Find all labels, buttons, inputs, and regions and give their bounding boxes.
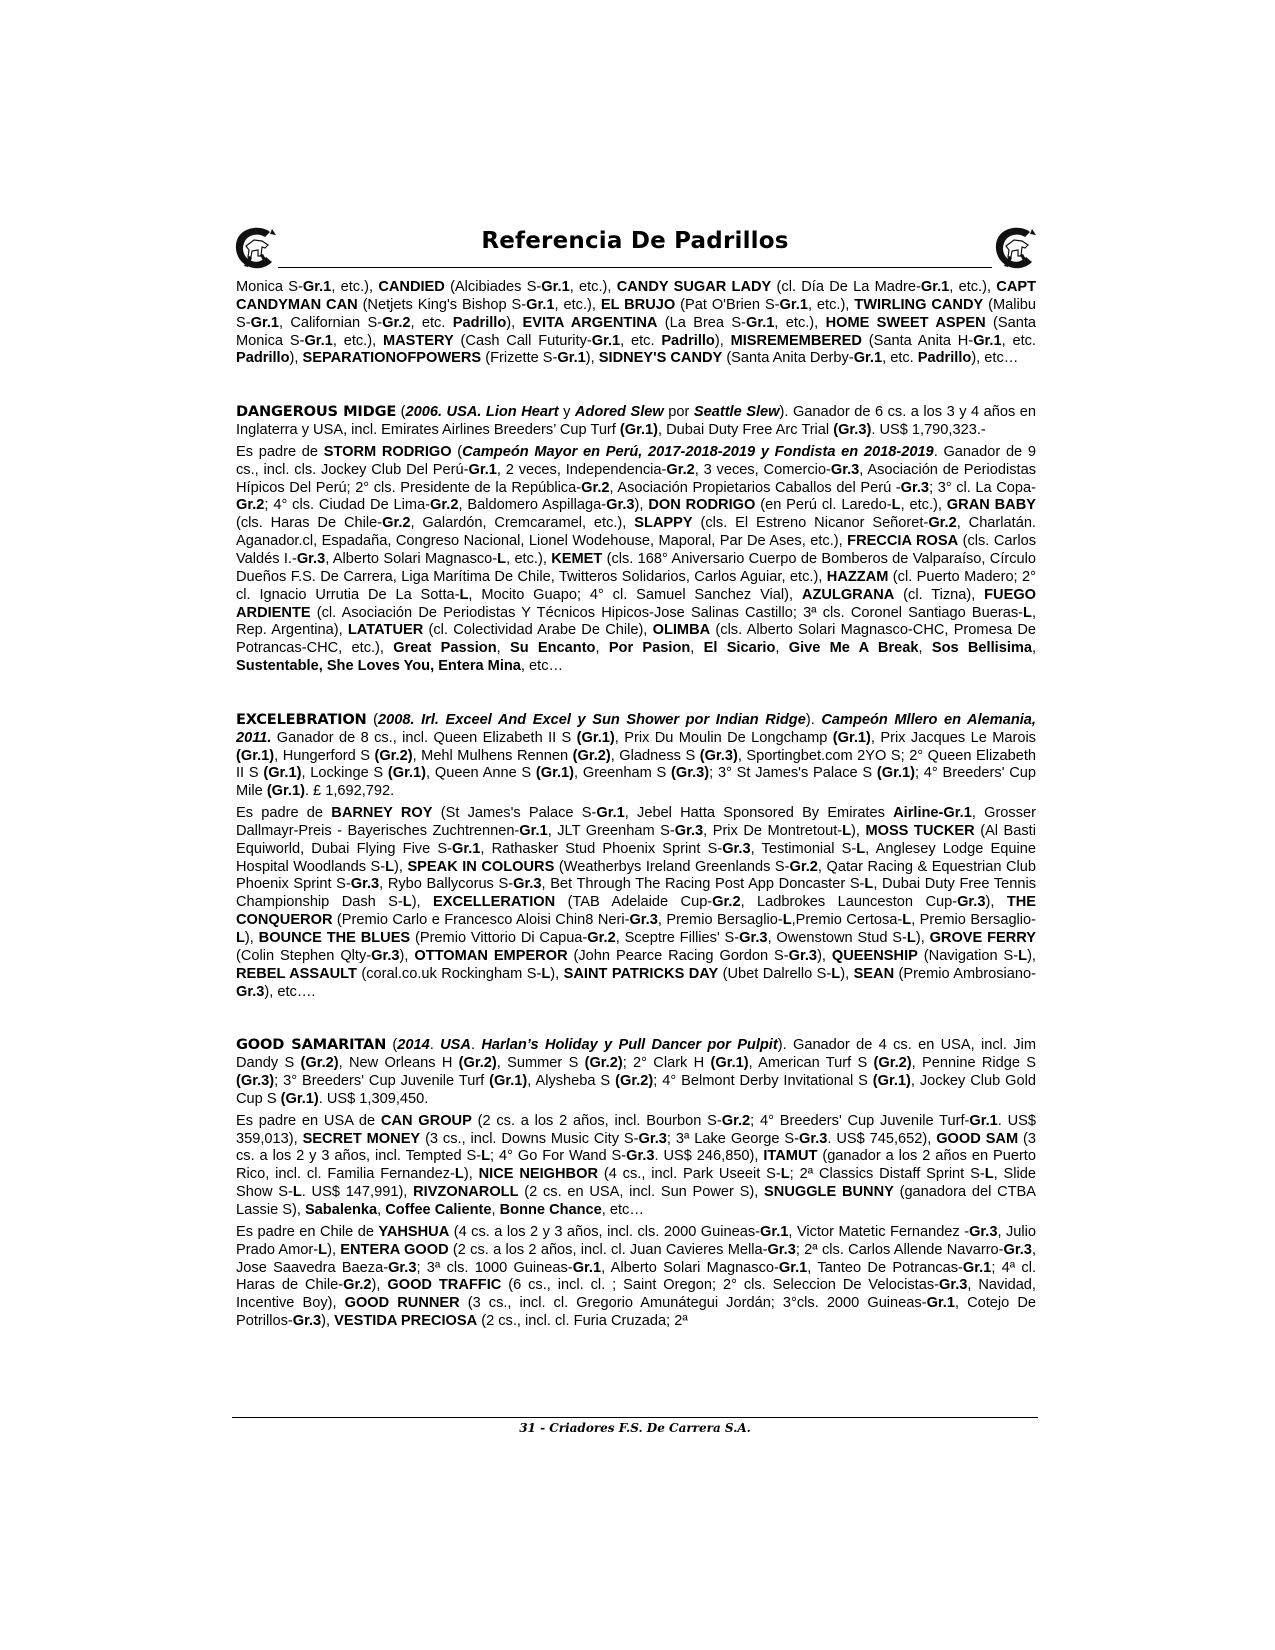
page-title: Referencia De Padrillos bbox=[481, 228, 789, 254]
sire-name: EXCELEBRATION bbox=[236, 710, 367, 728]
excelebration-summary: EXCELEBRATION (2008. Irl. Exceel And Excel y Sun Shower por Indian Ridge). Campeón Mllero en Alemania, 2011. Ganador de 8 cs., incl. Queen Elizabeth II S (Gr.1), Prix Du Moulin De Longchamp (Gr.1), Prix Jacques Le Marois (Gr.1), Hungerford S (Gr.2), Mehl Mulhens Rennen (Gr.2), Gladness S (Gr.3), Sportingbet.com 2YO S; 2° Queen Elizabeth II S (Gr.1), Lockinge S (Gr.1), Queen Anne S (Gr.1), Greenham S (Gr.3); 3° St James's Palace S (Gr.1); 4° Breeders' Cup Mile (Gr.1). £ 1,692,792. bbox=[236, 710, 1037, 800]
page-content bbox=[236, 279, 1036, 1331]
dangerous-midge-summary: DANGEROUS MIDGE (2006. USA. Lion Heart y Adored Slew por Seattle Slew). Ganador de 6 cs. a los 3 y 4 años en Inglaterra y USA, incl. Emirates Airlines Breeders’ Cup Turf (Gr.1), Dubai Duty Free Arc Trial (Gr.3). US$ 1,790,323.- bbox=[236, 403, 1037, 439]
page-header bbox=[232, 226, 1038, 270]
club-logo-icon bbox=[992, 226, 1038, 270]
header-rule bbox=[278, 267, 992, 268]
page-footer: 31 - Criadores F.S. De Carrera S.A. bbox=[519, 1421, 751, 1435]
sire-name: DANGEROUS MIDGE bbox=[236, 403, 397, 421]
good-samaritan-summary: GOOD SAMARITAN (2014. USA. Harlan’s Holiday y Pull Dancer por Pulpit). Ganador de 4 cs. en USA, incl. Jim Dandy S (Gr.2), New Orleans H (Gr.2), Summer S (Gr.2); 2° Clark H (Gr.1), American Turf S (Gr.2), Pennine Ridge S (Gr.3); 3° Breeders' Cup Juvenile Turf (Gr.1), Alysheba S (Gr.2); 4° Belmont Derby Invitational S (Gr.1), Jockey Club Gold Cup S (Gr.1). US$ 1,309,450. bbox=[236, 1036, 1037, 1107]
good-samaritan-progeny-usa: Es padre en USA de CAN GROUP (2 cs. a los 2 años, incl. Bourbon S-Gr.2; 4° Breeders' Cup Juvenile Turf-Gr.1. US$ 359,013), SECRET MONEY (3 cs., incl. Downs Music City S-Gr.3; 3ª Lake George S-Gr.3. US$ 745,652), GOOD SAM (3 cs. a los 2 y 3 años, incl. Tempted S-L; 4° Go For Wand S-Gr.3. US$ 246,850), ITAMUT (ganador a los 2 años en Puerto Rico, incl. cl. Familia Fernandez-L), NICE NEIGHBOR (4 cs., incl. Park Useeit S-L; 2ª Classics Distaff Sprint S-L, Slide Show S-L. US$ 147,991), RIVZONAROLL (2 cs. en USA, incl. Sun Power S), SNUGGLE BUNNY (ganadora del CTBA Lassie S), Sabalenka, Coffee Caliente, Bonne Chance, etc… bbox=[236, 1112, 1037, 1218]
footer-rule bbox=[232, 1417, 1038, 1418]
intro-paragraph: Monica S-Gr.1, etc.), CANDIED (Alcibiades S-Gr.1, etc.), CANDY SUGAR LADY (cl. Día De La Madre-Gr.1, etc.), CAPT CANDYMAN CAN (Netjets King's Bishop S-Gr.1, etc.), EL BRUJO (Pat O'Brien S-Gr.1, etc.), TWIRLING CANDY (Malibu S-Gr.1, Californian S-Gr.2, etc. Padrillo), EVITA ARGENTINA (La Brea S-Gr.1, etc.), HOME SWEET ASPEN (Santa Monica S-Gr.1, etc.), MASTERY (Cash Call Futurity-Gr.1, etc. Padrillo), MISREMEMBERED (Santa Anita H-Gr.1, etc. Padrillo), SEPARATIONOFPOWERS (Frizette S-Gr.1), SIDNEY'S CANDY (Santa Anita Derby-Gr.1, etc. Padrillo), etc… bbox=[236, 279, 1037, 367]
sire-name: GOOD SAMARITAN bbox=[236, 1036, 387, 1054]
dangerous-midge-progeny: Es padre de STORM RODRIGO (Campeón Mayor en Perú, 2017-2018-2019 y Fondista en 2018-2019. Ganador de 9 cs., incl. cls. Jockey Club Del Perú-Gr.1, 2 veces, Independencia-Gr.2, 3 veces, Comercio-Gr.3, Asociación de Periodistas Hípicos Del Perú; 2° cls. Presidente de la República-Gr.2, Asociación Propietarios Caballos del Perú -Gr.3; 3° cl. La Copa-Gr.2; 4° cls. Ciudad De Lima-Gr.2, Baldomero Aspillaga-Gr.3), DON RODRIGO (en Perú cl. Laredo-L, etc.), GRAN BABY (cls. Haras De Chile-Gr.2, Galardón, Cremcaramel, etc.), SLAPPY (cls. El Estreno Nicanor Señoret-Gr.2, Charlatán. Aganador.cl, Espadaña, Congreso Nacional, Lionel Wodehouse, Maporal, Par De Ases, etc.), FRECCIA ROSA (cls. Carlos Valdés I.-Gr.3, Alberto Solari Magnasco-L, etc.), KEMET (cls. 168° Aniversario Cuerpo de Bomberos de Valparaíso, Círculo Dueños F.S. De Carrera, Liga Marítima De Chile, Twitteros Solidarios, Carlos Aguiar, etc.), HAZZAM (cl. Puerto Madero; 2° cl. Ignacio Urrutia De La Sotta-L, Mocito Guapo; 4° cl. Samuel Sanchez Vial), AZULGRANA (cl. Tizna), FUEGO ARDIENTE (cl. Asociación De Periodistas Y Técnicos Hipicos-Jose Salinas Castillo; 3ª cls. Coronel Santiago Bueras-L, Rep. Argentina), LATATUER (cl. Colectividad Arabe De Chile), OLIMBA (cls. Alberto Solari Magnasco-CHC, Promesa De Potrancas-CHC, etc.), Great Passion, Su Encanto, Por Pasion, El Sicario, Give Me A Break, Sos Bellisima, Sustentable, She Loves You, Entera Mina, etc… bbox=[236, 443, 1037, 675]
excelebration-progeny: Es padre de BARNEY ROY (St James's Palace S-Gr.1, Jebel Hatta Sponsored By Emirates Airline-Gr.1, Grosser Dallmayr-Preis - Bayerisches Zuchtrennen-Gr.1, JLT Greenham S-Gr.3, Prix De Montretout-L), MOSS TUCKER (Al Basti Equiworld, Dubai Flying Five S-Gr.1, Rathasker Stud Phoenix Sprint S-Gr.3, Testimonial S-L, Anglesey Lodge Equine Hospital Woodlands S-L), SPEAK IN COLOURS (Weatherbys Ireland Greenlands S-Gr.2, Qatar Racing & Equestrian Club Phoenix Sprint S-Gr.3, Rybo Ballycorus S-Gr.3, Bet Through The Racing Post App Doncaster S-L, Dubai Duty Free Tennis Championship Dash S-L), EXCELLERATION (TAB Adelaide Cup-Gr.2, Ladbrokes Launceston Cup-Gr.3), THE CONQUEROR (Premio Carlo e Francesco Aloisi Chin8 Neri-Gr.3, Premio Bersaglio-L,Premio Certosa-L, Premio Bersaglio-L), BOUNCE THE BLUES (Premio Vittorio Di Capua-Gr.2, Sceptre Fillies' S-Gr.3, Owenstown Stud S-L), GROVE FERRY (Colin Stephen Qlty-Gr.3), OTTOMAN EMPEROR (John Pearce Racing Gordon S-Gr.3), QUEENSHIP (Navigation S-L), REBEL ASSAULT (coral.co.uk Rockingham S-L), SAINT PATRICKS DAY (Ubet Dalrello S-L), SEAN (Premio Ambrosiano-Gr.3), etc…. bbox=[236, 805, 1037, 1000]
good-samaritan-progeny-chile: Es padre en Chile de YAHSHUA (4 cs. a los 2 y 3 años, incl. cls. 2000 Guineas-Gr.1, Victor Matetic Fernandez -Gr.3, Julio Prado Amor-L), ENTERA GOOD (2 cs. a los 2 años, incl. cl. Juan Cavieres Mella-Gr.3; 2ª cls. Carlos Allende Navarro-Gr.3, Jose Saavedra Baeza-Gr.3; 3ª cls. 1000 Guineas-Gr.1, Alberto Solari Magnasco-Gr.1, Tanteo De Potrancas-Gr.1; 4ª cl. Haras de Chile-Gr.2), GOOD TRAFFIC (6 cs., incl. cl. ; Saint Oregon; 2° cls. Seleccion De Velocistas-Gr.3, Navidad, Incentive Boy), GOOD RUNNER (3 cs., incl. cl. Gregorio Amunátegui Jordán; 3°cls. 2000 Guineas-Gr.1, Cotejo De Potrillos-Gr.3), VESTIDA PRECIOSA (2 cs., incl. cl. Furia Cruzada; 2ª bbox=[236, 1223, 1037, 1330]
